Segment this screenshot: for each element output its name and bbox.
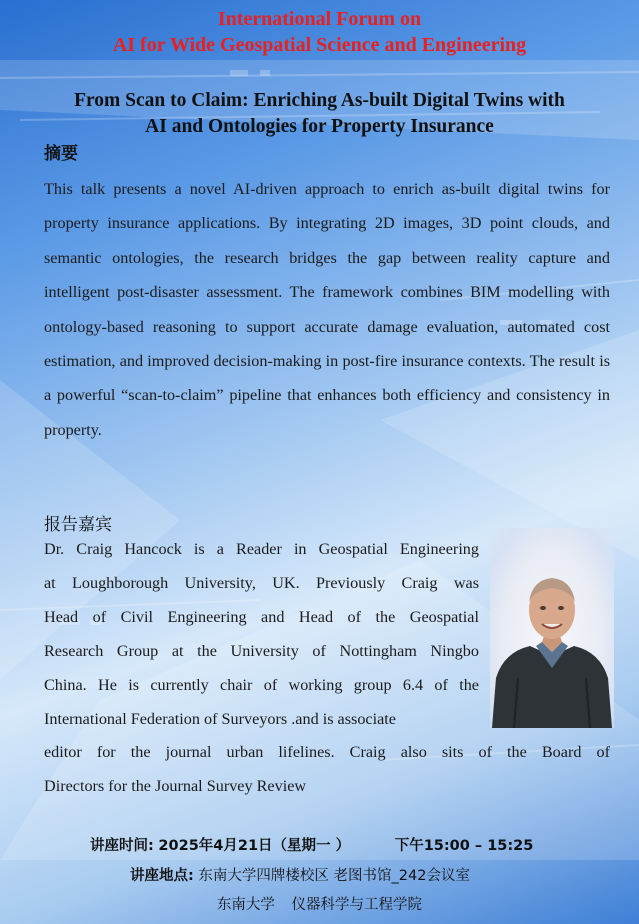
- lecture-date: 2025年4月21日（星期一 ）: [158, 838, 351, 854]
- lecture-time-label: 讲座时间:: [90, 838, 154, 854]
- forum-title-line1: International Forum on: [217, 8, 422, 30]
- lecture-time-range: 下午15:00 – 15:25: [394, 838, 534, 854]
- lecture-location: [130, 864, 639, 885]
- abstract-text: This talk presents a novel AI-driven approach to enrich as-built digital twins for property insurance applications. By integrating 2D images, 3D point clouds, and semantic ontologies, the research bridges the gap between reality capture and intelligent post-disaster assessment. The framework combines BIM modelling with ontology-based reasoning to support accurate damage evaluation, automated cost estimation, and improved decision-making in post-fire insurance contexts. The result is a powerful “scan-to-claim” pipeline that enhances both efficiency and consistency in property.: [44, 180, 610, 439]
- lecture-time: [90, 834, 639, 855]
- talk-title-line1: From Scan to Claim: Enriching As-built Digital Twins with: [74, 90, 565, 111]
- bio-line: Dr. Craig Hancock is a Reader in Geospatial Engineering: [44, 540, 479, 558]
- bio-line: editor for the journal urban lifelines. Craig also sits of the Board of: [44, 743, 610, 761]
- lecture-location-label: 讲座地点:: [130, 868, 194, 884]
- organizer-school: 仪器科学与工程学院: [291, 897, 423, 913]
- organizer-university: 东南大学: [216, 897, 275, 913]
- forum-header: [0, 6, 639, 58]
- talk-title: [14, 88, 625, 140]
- bio-line: at Loughborough University, UK. Previously Craig was: [44, 574, 479, 592]
- bio-line: International Federation of Surveyors .and is associate: [44, 710, 396, 728]
- bio-line: Head of Civil Engineering and Head of the Geospatial: [44, 608, 479, 626]
- speaker-heading: 报告嘉宾: [44, 515, 112, 535]
- organizer: [0, 893, 639, 914]
- speaker-photo: [490, 528, 614, 728]
- bio-line: China. He is currently chair of working group 6.4 of the: [44, 676, 479, 694]
- forum-title-line2: AI for Wide Geospatial Science and Engineering: [112, 34, 527, 56]
- talk-title-line2: AI and Ontologies for Property Insurance: [145, 116, 494, 137]
- bio-line: Directors for the Journal Survey Review: [44, 777, 307, 795]
- lecture-location-value: 东南大学四牌楼校区 老图书馆_242会议室: [198, 868, 470, 884]
- bio-line: Research Group at the University of Nottingham Ningbo: [44, 642, 479, 660]
- abstract-heading: 摘要: [44, 144, 78, 164]
